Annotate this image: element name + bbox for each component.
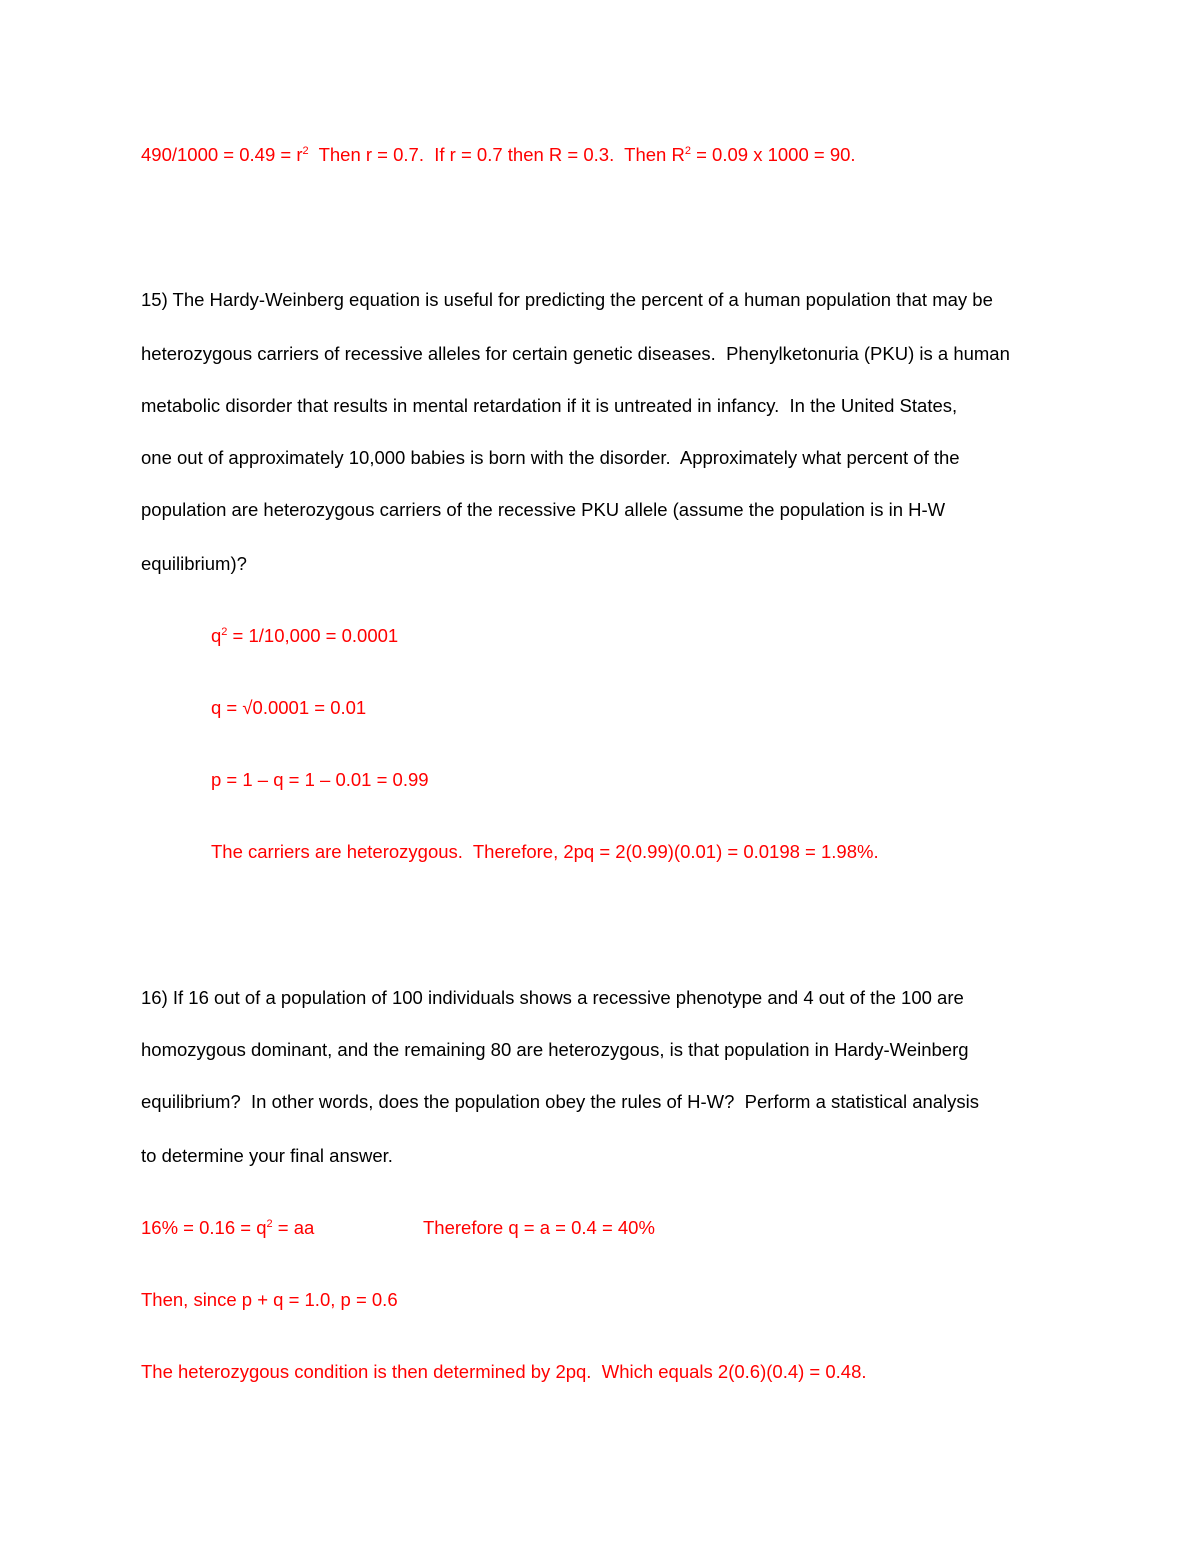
superscript-2: 2	[684, 145, 691, 157]
superscript-2: 2	[302, 145, 309, 157]
answer-14-part2: Then r = 0.7. If r = 0.7 then R = 0.3. Then R	[308, 144, 685, 165]
answer-16-line-2: Then, since p + q = 1.0, p = 0.6	[141, 1289, 398, 1310]
answer-14-part3: = 0.09 x 1000 = 90.	[690, 144, 856, 165]
answer-16-therefore: Therefore q = a = 0.4 = 40%	[423, 1217, 655, 1238]
question-15-line: one out of approximately 10,000 babies is born with the disorder. Approximately what percent of the	[141, 447, 960, 468]
q-symbol: q	[211, 625, 222, 646]
answer-16-line-3: The heterozygous condition is then determined by 2pq. Which equals 2(0.6)(0.4) = 0.48.	[141, 1361, 867, 1382]
answer-15-carriers-line: The carriers are heterozygous. Therefore, 2pq = 2(0.99)(0.01) = 0.0198 = 1.98%.	[211, 841, 879, 862]
answer-14-line	[141, 143, 856, 167]
question-15-line: 15) The Hardy-Weinberg equation is useful for predicting the percent of a human population that may be	[141, 289, 993, 310]
answer-16-aa: = aa	[272, 1217, 315, 1238]
superscript-2: 2	[266, 1218, 273, 1230]
superscript-2: 2	[221, 626, 228, 638]
question-15-line: metabolic disorder that results in mental retardation if it is untreated in infancy. In the United States,	[141, 395, 958, 416]
question-16-line: to determine your final answer.	[141, 1145, 393, 1166]
question-15-line: equilibrium)?	[141, 553, 247, 574]
question-15-line: population are heterozygous carriers of the recessive PKU allele (assume the population is in H-W	[141, 499, 946, 520]
answer-15-p-line: p = 1 – q = 1 – 0.01 = 0.99	[211, 769, 429, 790]
question-16-line: equilibrium? In other words, does the population obey the rules of H-W? Perform a statistical analysis	[141, 1091, 980, 1112]
question-16-line: 16) If 16 out of a population of 100 individuals shows a recessive phenotype and 4 out of the 100 are	[141, 987, 964, 1008]
question-16-line: homozygous dominant, and the remaining 80 are heterozygous, is that population in Hardy-Weinberg	[141, 1039, 969, 1060]
answer-15-q-line: q = √0.0001 = 0.01	[211, 697, 367, 718]
answer-15-q-squared	[211, 624, 398, 648]
answer-16-q-squared: 16% = 0.16 = q	[141, 1217, 267, 1238]
q-squared-value: = 1/10,000 = 0.0001	[227, 625, 399, 646]
answer-14-part1: 490/1000 = 0.49 = r	[141, 144, 303, 165]
question-15-line: heterozygous carriers of recessive alleles for certain genetic diseases. Phenylketonuria (PKU) is a human	[141, 343, 1010, 364]
answer-16-line-1	[141, 1216, 314, 1240]
